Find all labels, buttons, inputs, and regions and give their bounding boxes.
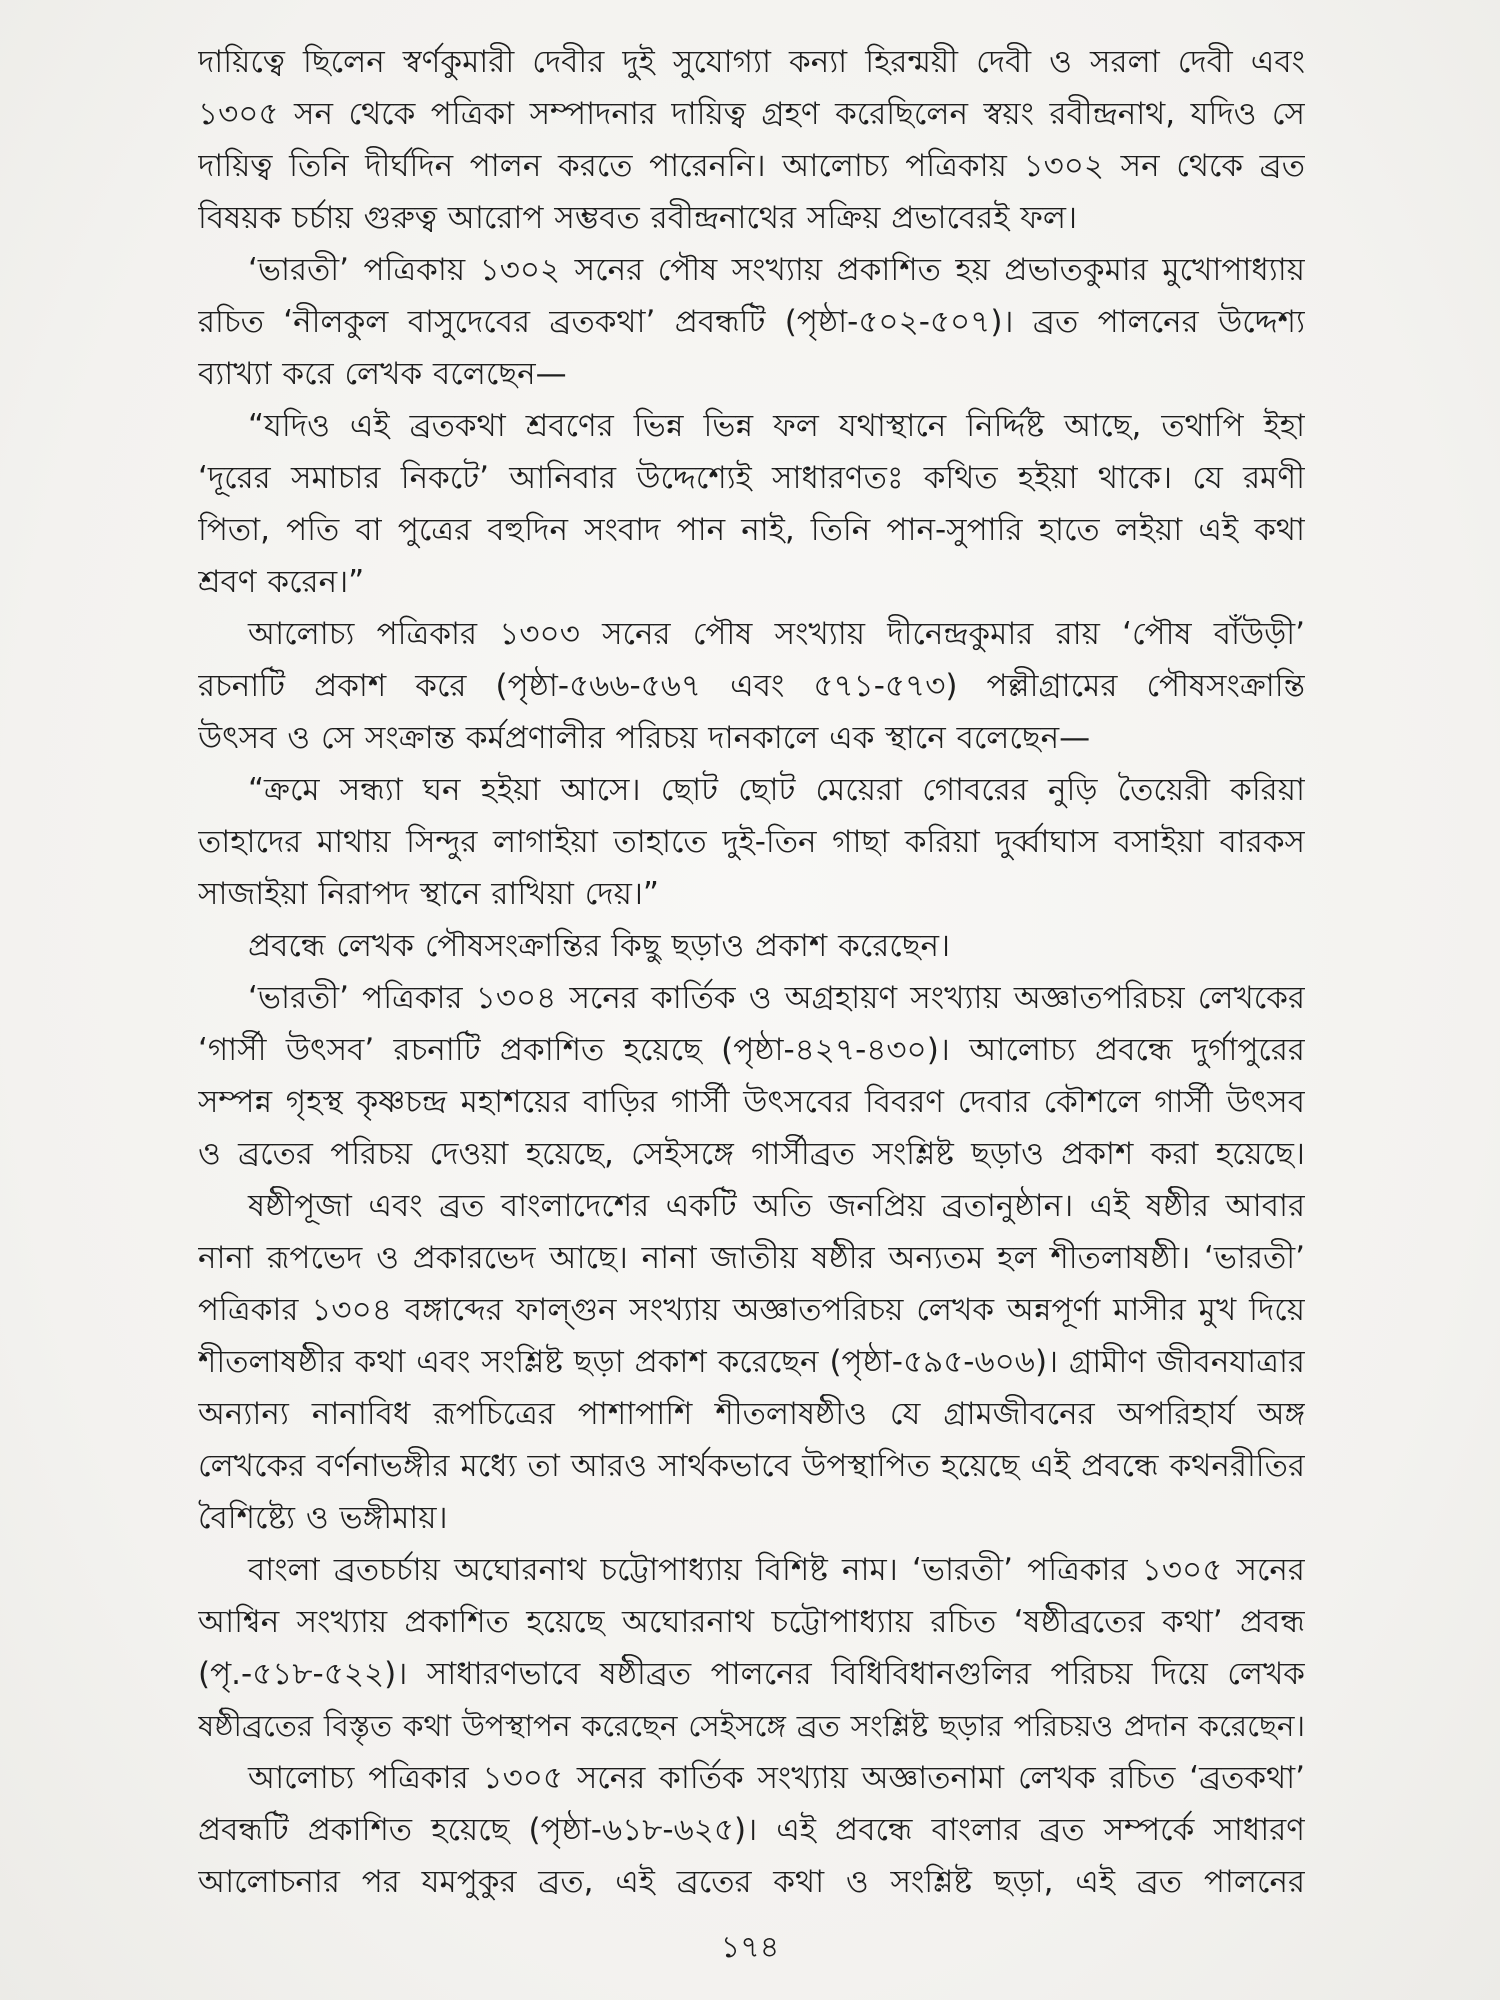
text-line: আলোচ্য পত্রিকার ১৩০৩ সনের পৌষ সংখ্যায় দীনেন্দ্রকুমার রায় ‘পৌষ বাঁউড়ী’ [248,616,1305,652]
paragraph [198,36,1305,244]
text-line: আলোচনার পর যমপুকুর ব্রত, এই ব্রতের কথা ও সংশ্লিষ্ট ছড়া, এই ব্রত পালনের [198,1864,1305,1900]
text-line: উৎসব ও সে সংক্রান্ত কর্মপ্রণালীর পরিচয় দানকালে এক স্থানে বলেছেন— [198,720,1091,756]
text-line: শ্রবণ করেন।” [198,564,365,600]
paragraph [198,1544,1305,1752]
quote-block [198,764,1305,920]
text-line: দায়িত্বে ছিলেন স্বর্ণকুমারী দেবীর দুই সুযোগ্যা কন্যা হিরন্ময়ী দেবী ও সরলা দেবী এবং [198,44,1305,80]
text-line: বৈশিষ্ট্যে ও ভঙ্গীমায়। [198,1500,448,1536]
text-line: রচনাটি প্রকাশ করে (পৃষ্ঠা-৫৬৬-৫৬৭ এবং ৫৭১-৫৭৩) পল্লীগ্রামের পৌষসংক্রান্তি [198,668,1305,704]
text-line: (পৃ.-৫১৮-৫২২)। সাধারণভাবে ষষ্ঠীব্রত পালনের বিধিবিধানগুলির পরিচয় দিয়ে লেখক [198,1656,1305,1692]
text-line: বিষয়ক চর্চায় গুরুত্ব আরোপ সম্ভবত রবীন্দ্রনাথের সক্রিয় প্রভাবেরই ফল। [198,200,1078,236]
text-line: ১৩০৫ সন থেকে পত্রিকা সম্পাদনার দায়িত্ব গ্রহণ করেছিলেন স্বয়ং রবীন্দ্রনাথ, যদিও সে [198,96,1305,132]
text-line: আশ্বিন সংখ্যায় প্রকাশিত হয়েছে অঘোরনাথ চট্টোপাধ্যায় রচিত ‘ষষ্ঠীব্রতের কথা’ প্রবন্ধ [198,1604,1305,1640]
text-line: বাংলা ব্রতচর্চায় অঘোরনাথ চট্টোপাধ্যায় বিশিষ্ট নাম। ‘ভারতী’ পত্রিকার ১৩০৫ সনের [248,1552,1305,1588]
text-line: ‘গার্সী উৎসব’ রচনাটি প্রকাশিত হয়েছে (পৃষ্ঠা-৪২৭-৪৩০)। আলোচ্য প্রবন্ধে দুর্গাপুরের [198,1032,1305,1068]
paragraph [198,1180,1305,1544]
text-line: সাজাইয়া নিরাপদ স্থানে রাখিয়া দেয়।” [198,876,659,912]
text-line: ‘দূরের সমাচার নিকটে’ আনিবার উদ্দেশ্যেই সাধারণতঃ কথিত হইয়া থাকে। যে রমণী [198,460,1305,496]
text-line: দায়িত্ব তিনি দীর্ঘদিন পালন করতে পারেননি। আলোচ্য পত্রিকায় ১৩০২ সন থেকে ব্রত [198,148,1305,184]
text-line: পত্রিকার ১৩০৪ বঙ্গাব্দের ফাল্গুন সংখ্যায় অজ্ঞাতপরিচয় লেখক অন্নপূর্ণা মাসীর মুখ দিয়ে [198,1292,1305,1328]
paragraph [198,1752,1305,1908]
text-line: শীতলাষষ্ঠীর কথা এবং সংশ্লিষ্ট ছড়া প্রকাশ করেছেন (পৃষ্ঠা-৫৯৫-৬০৬)। গ্রামীণ জীবনযাত্রার [198,1344,1305,1380]
text-line: ‘ভারতী’ পত্রিকার ১৩০৪ সনের কার্তিক ও অগ্রহায়ণ সংখ্যায় অজ্ঞাতপরিচয় লেখকের [248,980,1305,1016]
text-line: ষষ্ঠীপূজা এবং ব্রত বাংলাদেশের একটি অতি জনপ্রিয় ব্রতানুষ্ঠান। এই ষষ্ঠীর আবার [248,1188,1305,1224]
text-line: “ক্রমে সন্ধ্যা ঘন হইয়া আসে। ছোট ছোট মেয়েরা গোবরের নুড়ি তৈয়েরী করিয়া [248,772,1305,808]
body-text [198,36,1305,1908]
text-line: সম্পন্ন গৃহস্থ কৃষ্ণচন্দ্র মহাশয়ের বাড়ির গার্সী উৎসবের বিবরণ দেবার কৌশলে গার্সী উৎসব [198,1084,1305,1120]
quote-block [198,400,1305,608]
text-line: নানা রূপভেদ ও প্রকারভেদ আছে। নানা জাতীয় ষষ্ঠীর অন্যতম হল শীতলাষষ্ঠী। ‘ভারতী’ [198,1240,1305,1276]
text-line: ও ব্রতের পরিচয় দেওয়া হয়েছে, সেইসঙ্গে গার্সীব্রত সংশ্লিষ্ট ছড়াও প্রকাশ করা হয়েছে। [198,1136,1305,1172]
text-line: ব্যাখ্যা করে লেখক বলেছেন— [198,356,567,392]
text-line: প্রবন্ধটি প্রকাশিত হয়েছে (পৃষ্ঠা-৬১৮-৬২৫)। এই প্রবন্ধে বাংলার ব্রত সম্পর্কে সাধারণ [198,1812,1305,1848]
text-line: “যদিও এই ব্রতকথা শ্রবণের ভিন্ন ভিন্ন ফল যথাস্থানে নির্দ্দিষ্ট আছে, তথাপি ইহা [248,408,1305,444]
paragraph [198,608,1305,764]
text-line: আলোচ্য পত্রিকার ১৩০৫ সনের কার্তিক সংখ্যায় অজ্ঞাতনামা লেখক রচিত ‘ব্রতকথা’ [248,1760,1305,1796]
paragraph [198,972,1305,1180]
text-line: লেখকের বর্ণনাভঙ্গীর মধ্যে তা আরও সার্থকভাবে উপস্থাপিত হয়েছে এই প্রবন্ধে কথনরীতির [198,1448,1305,1484]
text-line: ষষ্ঠীব্রতের বিস্তৃত কথা উপস্থাপন করেছেন সেইসঙ্গে ব্রত সংশ্লিষ্ট ছড়ার পরিচয়ও প্রদান করেছেন। [198,1709,1305,1743]
text-line: তাহাদের মাথায় সিন্দুর লাগাইয়া তাহাতে দুই-তিন গাছা করিয়া দুর্ব্বাঘাস বসাইয়া বারকস [198,824,1305,860]
paragraph [198,920,1305,972]
text-line: ‘ভারতী’ পত্রিকায় ১৩০২ সনের পৌষ সংখ্যায় প্রকাশিত হয় প্রভাতকুমার মুখোপাধ্যায় [248,252,1305,288]
text-line: রচিত ‘নীলকুল বাসুদেবের ব্রতকথা’ প্রবন্ধটি (পৃষ্ঠা-৫০২-৫০৭)। ব্রত পালনের উদ্দেশ্য [198,304,1305,340]
text-line: অন্যান্য নানাবিধ রূপচিত্রের পাশাপাশি শীতলাষষ্ঠীও যে গ্রামজীবনের অপরিহার্য অঙ্গ [198,1396,1305,1432]
paragraph [198,244,1305,400]
text-line: প্রবন্ধে লেখক পৌষসংক্রান্তির কিছু ছড়াও প্রকাশ করেছেন। [248,928,951,964]
text-line: পিতা, পতি বা পুত্রের বহুদিন সংবাদ পান নাই, তিনি পান-সুপারি হাতে লইয়া এই কথা [198,512,1305,548]
page-number: ১৭৪ [720,1930,780,1965]
